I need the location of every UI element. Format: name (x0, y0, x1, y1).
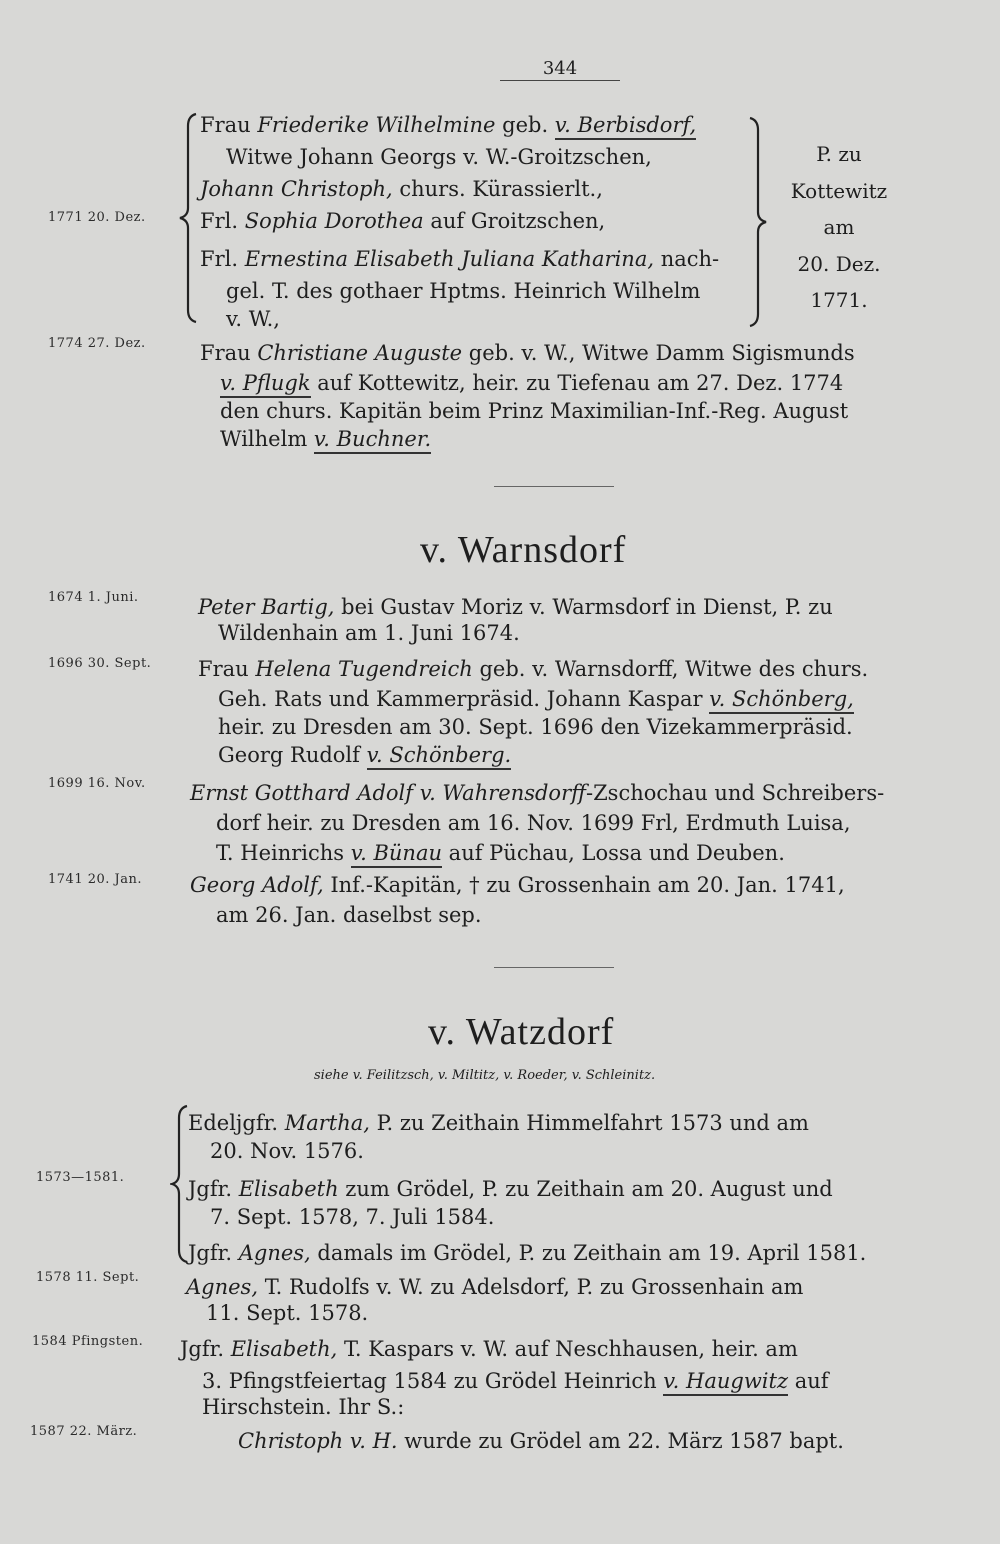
text-line: am 26. Jan. daselbst sep. (216, 903, 482, 927)
text-line: Georg Rudolf v. Schönberg. (218, 740, 511, 770)
text-line: Frau Friederike Wilhelmine geb. v. Berbisdorf, (200, 110, 696, 140)
text-line: 11. Sept. 1578. (206, 1301, 369, 1325)
text-line: Peter Bartig, bei Gustav Moriz v. Warmsdorf in Dienst, P. zu (198, 595, 833, 619)
cross-reference: v. Pflugk (220, 371, 311, 398)
cross-reference: v. Buchner. (314, 427, 431, 454)
text-line: Agnes, T. Rudolfs v. W. zu Adelsdorf, P. zu Grossenhain am (186, 1275, 804, 1299)
text-line: Frl. Sophia Dorothea auf Groitzschen, (200, 209, 606, 233)
text-line: Frau Christiane Auguste geb. v. W., Witwe Damm Sigismunds (200, 341, 855, 365)
text-line: Wildenhain am 1. Juni 1674. (218, 621, 520, 645)
cross-reference: v. Schönberg. (367, 743, 512, 770)
page-number: 344 (500, 58, 620, 81)
text-line: 3. Pfingstfeiertag 1584 zu Grödel Heinrich v. Haugwitz auf (202, 1366, 829, 1396)
text-line: Witwe Johann Georgs v. W.-Groitzschen, (226, 145, 652, 169)
text-line: Frau Helena Tugendreich geb. v. Warnsdorff, Witwe des churs. (198, 657, 869, 681)
entry-date: 1578 11. Sept. (36, 1270, 140, 1285)
text-line: Ernst Gotthard Adolf v. Wahrensdorff-Zschochau und Schreibers- (190, 781, 885, 805)
text-line: 20. Nov. 1576. (210, 1139, 364, 1163)
text-line: den churs. Kapitän beim Prinz Maximilian-Inf.-Reg. August (220, 399, 849, 423)
text-line: dorf heir. zu Dresden am 16. Nov. 1699 Frl, Erdmuth Luisa, (216, 811, 851, 835)
entry-date: 1696 30. Sept. (48, 656, 152, 671)
entry-date: 1699 16. Nov. (48, 776, 146, 791)
text-line: v. W., (226, 307, 280, 331)
right-note: P. zu Kottewitz am 20. Dez. 1771. (790, 142, 888, 312)
cross-reference: v. Haugwitz (663, 1369, 788, 1396)
entry-date: 1741 20. Jan. (48, 872, 142, 887)
section-divider (494, 967, 614, 968)
text-line: Wilhelm v. Buchner. (220, 424, 431, 454)
entry-date: 1674 1. Juni. (48, 590, 139, 605)
text-line: Geh. Rats und Kammerpräsid. Johann Kaspar v. Schönberg, (218, 684, 854, 714)
cross-reference: v. Schönberg, (709, 687, 854, 714)
text-line: Edeljgfr. Martha, P. zu Zeithain Himmelfahrt 1573 und am (188, 1111, 809, 1135)
text-line: v. Pflugk auf Kottewitz, heir. zu Tiefenau am 27. Dez. 1774 (220, 368, 843, 398)
cross-reference: v. Berbisdorf, (555, 113, 696, 140)
section-divider (494, 486, 614, 487)
date-1771: 1771 20. Dez. (48, 210, 146, 225)
left-brace (178, 112, 200, 324)
cross-reference: v. Bünau (351, 841, 442, 868)
text-line: Jgfr. Elisabeth zum Grödel, P. zu Zeithain am 20. August und (188, 1177, 833, 1201)
entry-date: 1584 Pfingsten. (32, 1334, 144, 1349)
section-heading-watzdorf: v. Watzdorf (428, 1011, 615, 1053)
text-line: Georg Adolf, Inf.-Kapitän, † zu Grossenhain am 20. Jan. 1741, (190, 873, 845, 897)
left-brace (170, 1104, 190, 1264)
text-line: Frl. Ernestina Elisabeth Juliana Katharina, nach- (200, 247, 720, 271)
text-line: gel. T. des gothaer Hptms. Heinrich Wilhelm (226, 279, 701, 303)
text-line: 7. Sept. 1578, 7. Juli 1584. (210, 1205, 495, 1229)
text-line: Jgfr. Elisabeth, T. Kaspars v. W. auf Neschhausen, heir. am (180, 1337, 798, 1361)
text-line: heir. zu Dresden am 30. Sept. 1696 den Vizekammerpräsid. (218, 715, 853, 739)
text-line: Hirschstein. Ihr S.: (202, 1395, 405, 1419)
text-line: T. Heinrichs v. Bünau auf Püchau, Lossa und Deuben. (216, 838, 785, 868)
text-line: Johann Christoph, churs. Kürassierlt., (200, 177, 603, 201)
date-1573-1581: 1573—1581. (36, 1170, 125, 1185)
text-line: Jgfr. Agnes, damals im Grödel, P. zu Zeithain am 19. April 1581. (188, 1241, 867, 1265)
see-also-note: siehe v. Feilitzsch, v. Miltitz, v. Roeder, v. Schleinitz. (314, 1068, 656, 1083)
entry-date: 1587 22. März. (30, 1424, 138, 1439)
section-heading-warnsdorf: v. Warnsdorf (420, 529, 627, 571)
date-1774: 1774 27. Dez. (48, 336, 146, 351)
right-brace (746, 116, 768, 328)
text-line: Christoph v. H. wurde zu Grödel am 22. März 1587 bapt. (238, 1429, 844, 1453)
